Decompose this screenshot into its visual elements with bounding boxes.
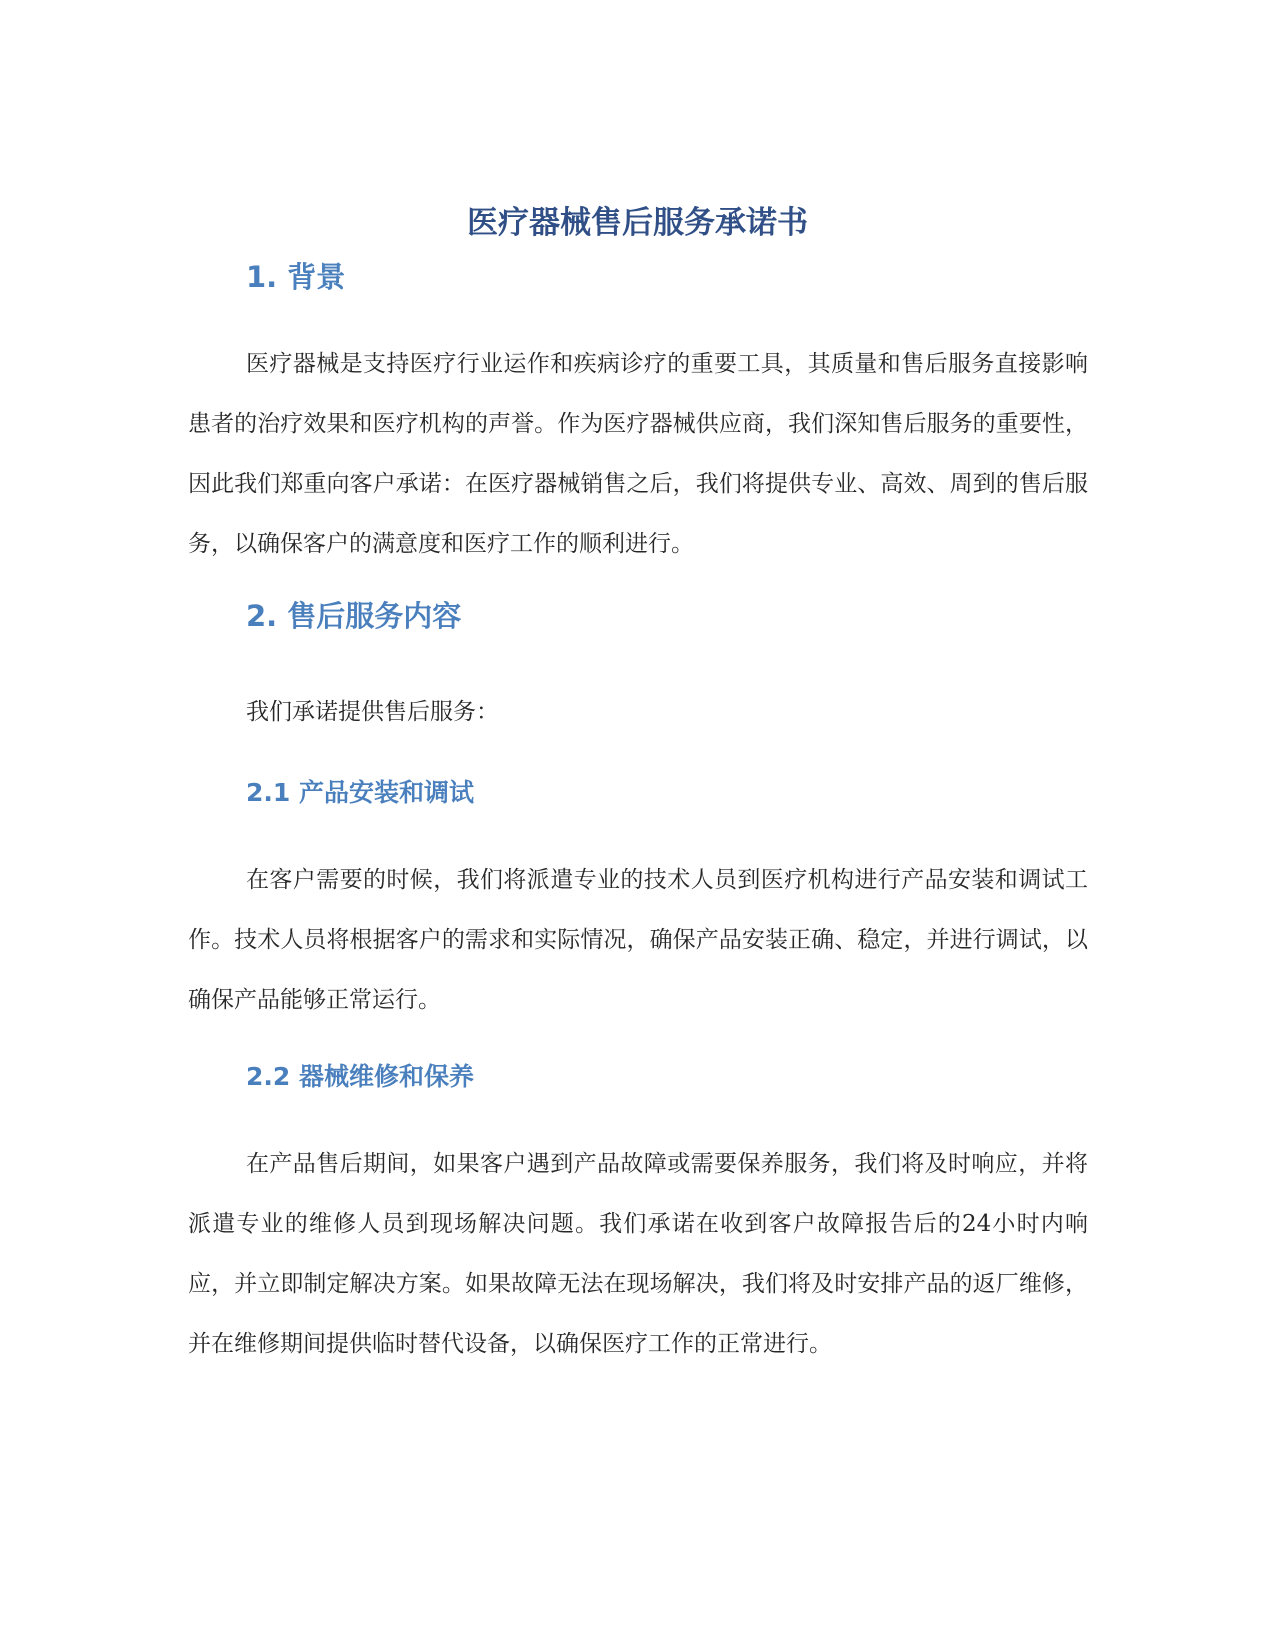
document-title: 医疗器械售后服务承诺书 [467, 205, 808, 241]
maintenance-paragraph: 在产品售后期间，如果客户遇到产品故障或需要保养服务，我们将及时响应，并将派遣专业的维修人员到现场解决问题。我们承诺在收到客户故障报告后的24小时内响应，并立即制定解决方案。如果故障无法在现场解决，我们将及时安排产品的返厂维修，并在维修期间提供临时替代设备，以确保医疗工作的正常进行。 [188, 1151, 1088, 1357]
service-intro: 我们承诺提供售后服务： [246, 699, 499, 725]
subsection-heading-installation: 2.1 产品安装和调试 [246, 778, 474, 807]
subsection-heading-maintenance: 2.2 器械维修和保养 [246, 1062, 474, 1091]
background-paragraph: 医疗器械是支持医疗行业运作和疾病诊疗的重要工具，其质量和售后服务直接影响患者的治疗效果和医疗机构的声誉。作为医疗器械供应商，我们深知售后服务的重要性，因此我们郑重向客户承诺：在医疗器械销售之后，我们将提供专业、高效、周到的售后服务，以确保客户的满意度和医疗工作的顺利进行。 [188, 351, 1088, 557]
section-heading-background: 1. 背景 [246, 260, 346, 294]
installation-paragraph: 在客户需要的时候，我们将派遣专业的技术人员到医疗机构进行产品安装和调试工作。技术人员将根据客户的需求和实际情况，确保产品安装正确、稳定，并进行调试，以确保产品能够正常运行。 [188, 867, 1088, 1013]
section-heading-service-content: 2. 售后服务内容 [246, 599, 462, 633]
